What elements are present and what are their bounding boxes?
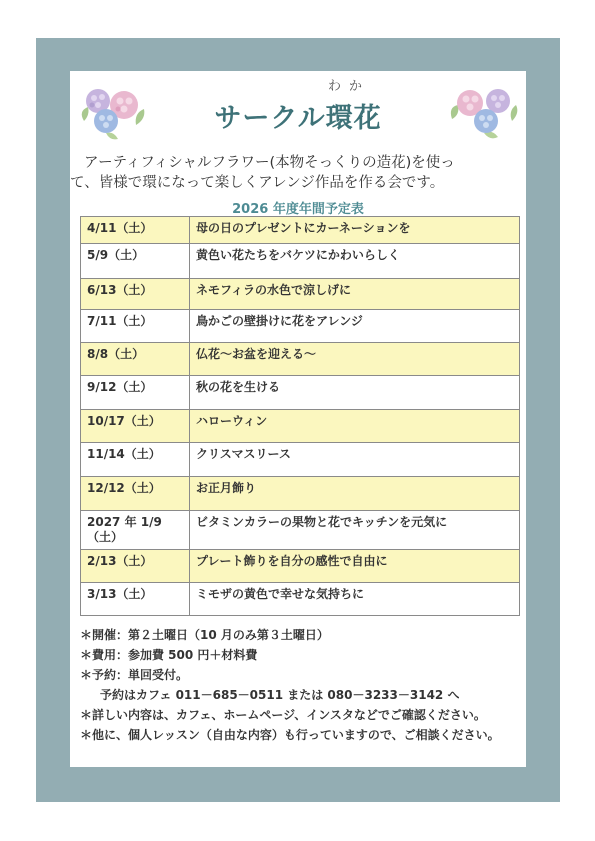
row-date: 2027 年 1/9（土） bbox=[81, 511, 190, 550]
intro-line-2: て、皆様で環になって楽しくアレンジ作品を作る会です。 bbox=[70, 175, 445, 191]
table-row bbox=[81, 343, 520, 376]
table-row bbox=[81, 550, 520, 583]
table-row bbox=[81, 410, 520, 443]
table-row bbox=[81, 511, 520, 550]
row-activity: ビタミンカラーの果物と花でキッチンを元気に bbox=[190, 511, 520, 550]
note-private: ＊他に、個人レッスン（自由な内容）も行っていますので、ご相談ください。 bbox=[80, 728, 500, 742]
schedule-table bbox=[80, 216, 520, 616]
table-row bbox=[81, 443, 520, 477]
row-date: 10/17（土） bbox=[81, 410, 190, 443]
row-activity: ハローウィン bbox=[190, 410, 520, 443]
row-activity: ネモフィラの水色で涼しげに bbox=[190, 279, 520, 310]
table-row bbox=[81, 279, 520, 310]
row-activity: プレート飾りを自分の感性で自由に bbox=[190, 550, 520, 583]
row-date: 9/12（土） bbox=[81, 376, 190, 410]
row-date: 7/11（土） bbox=[81, 310, 190, 343]
row-date: 11/14（土） bbox=[81, 443, 190, 477]
note-held: ＊開催：第２土曜日（10 月のみ第３土曜日） bbox=[80, 628, 329, 642]
row-date: 12/12（土） bbox=[81, 477, 190, 511]
note-details: ＊詳しい内容は、カフェ、ホームページ、インスタなどでご確認ください。 bbox=[80, 708, 486, 722]
note-booking: ＊予約：単回受付。 bbox=[80, 668, 189, 682]
row-activity: 鳥かごの壁掛けに花をアレンジ bbox=[190, 310, 520, 343]
table-row bbox=[81, 477, 520, 511]
row-date: 4/11（土） bbox=[81, 217, 190, 244]
notes bbox=[80, 625, 520, 745]
row-date: 2/13（土） bbox=[81, 550, 190, 583]
flyer-sheet bbox=[70, 71, 526, 767]
row-activity: 秋の花を生ける bbox=[190, 376, 520, 410]
intro-line-1: アーティフィシャルフラワー(本物そっくりの造花)を使っ bbox=[84, 155, 455, 171]
row-date: 8/8（土） bbox=[81, 343, 190, 376]
table-row bbox=[81, 217, 520, 244]
row-activity: 母の日のプレゼントにカーネーションを bbox=[190, 217, 520, 244]
page-title: サークル環花 bbox=[214, 103, 382, 134]
row-activity: ミモザの黄色で幸せな気持ちに bbox=[190, 583, 520, 616]
title-ruby: わか bbox=[328, 79, 371, 94]
row-date: 5/9（土） bbox=[81, 244, 190, 279]
note-contact: 予約はカフェ 011－685－0511 または 080－3233－3142 へ bbox=[100, 688, 460, 702]
row-date: 3/13（土） bbox=[81, 583, 190, 616]
schedule-title: 2026 年度年間予定表 bbox=[232, 202, 364, 217]
row-activity: 仏花～お盆を迎える～ bbox=[190, 343, 520, 376]
intro-text bbox=[70, 153, 526, 193]
table-row bbox=[81, 376, 520, 410]
row-date: 6/13（土） bbox=[81, 279, 190, 310]
table-row bbox=[81, 583, 520, 616]
row-activity: お正月飾り bbox=[190, 477, 520, 511]
row-activity: 黄色い花たちをバケツにかわいらしく bbox=[190, 244, 520, 279]
row-activity: クリスマスリース bbox=[190, 443, 520, 477]
table-row bbox=[81, 244, 520, 279]
note-fee: ＊費用：参加費 500 円＋材料費 bbox=[80, 648, 258, 662]
table-row bbox=[81, 310, 520, 343]
